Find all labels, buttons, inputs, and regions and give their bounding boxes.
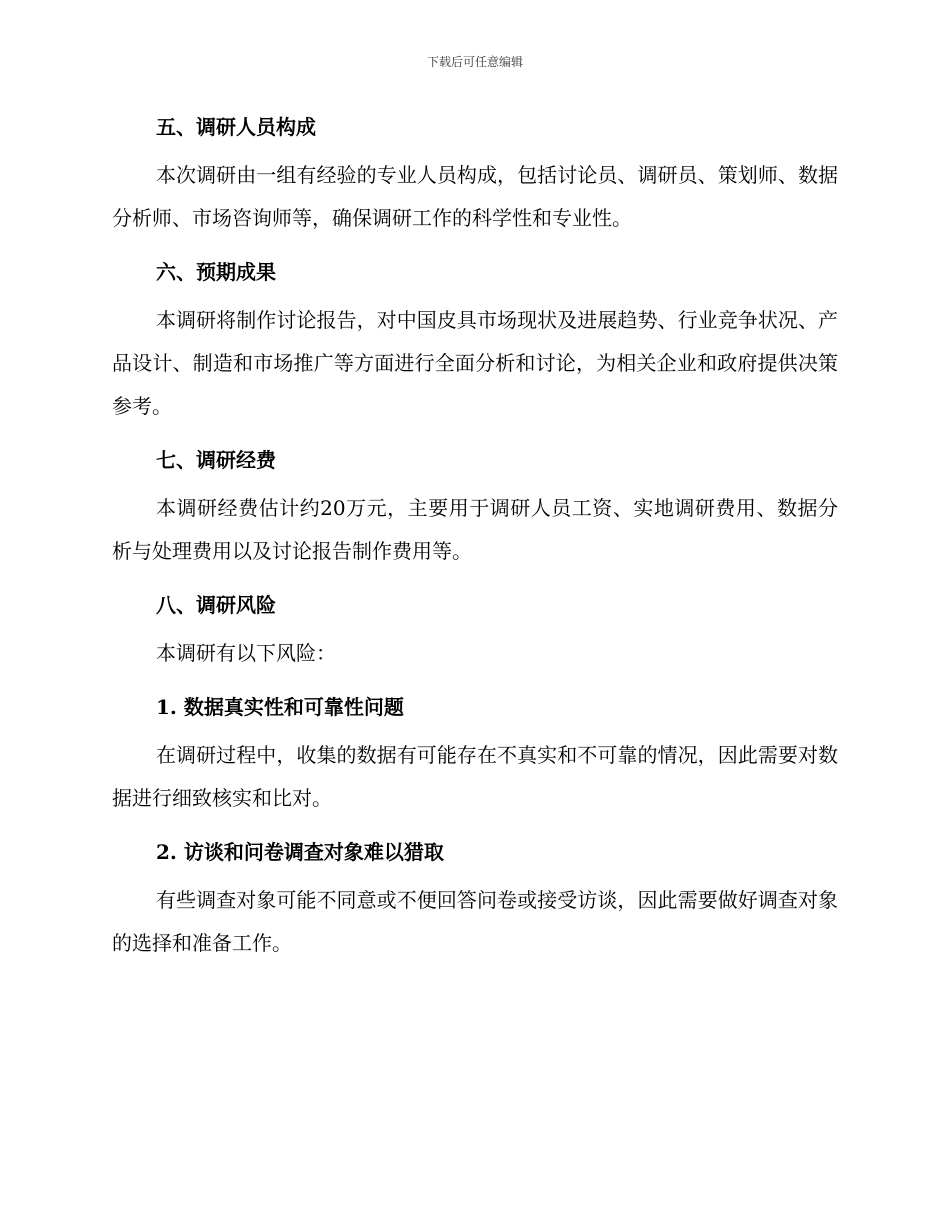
section-heading-risks: 八、调研风险 [156,593,276,617]
section-heading-personnel: 五、调研人员构成 [156,115,316,139]
section-paragraph-personnel: 本次调研由一组有经验的专业人员构成，包括讨论员、调研员、策划师、数据分析师、市场咨询师等，确保调研工作的科学性和专业性。 [112,163,838,230]
risk-paragraph-respondents: 有些调查对象可能不同意或不便回答问卷或接受访谈，因此需要做好调查对象的选择和准备工作。 [112,888,838,955]
section-paragraph-budget: 本调研经费估计约20万元，主要用于调研人员工资、实地调研费用、数据分析与处理费用以及讨论报告制作费用等。 [112,496,838,563]
page-header: 下载后可任意编辑 [426,55,523,69]
section-heading-budget: 七、调研经费 [156,448,276,472]
section-paragraph-expected-results: 本调研将制作讨论报告，对中国皮具市场现状及进展趋势、行业竞争状况、产品设计、制造和市场推广等方面进行全面分析和讨论，为相关企业和政府提供决策参考。 [112,308,838,418]
risk-heading-data-reliability: 1. 数据真实性和可靠性问题 [156,695,404,719]
section-paragraph-risks-intro: 本调研有以下风险： [156,641,336,665]
risk-heading-respondents: 2. 访谈和问卷调查对象难以猎取 [156,840,444,864]
section-heading-expected-results: 六、预期成果 [156,260,276,284]
document-body [112,112,838,965]
risk-paragraph-data-reliability: 在调研过程中，收集的数据有可能存在不真实和不可靠的情况，因此需要对数据进行细致核实和比对。 [112,743,838,810]
